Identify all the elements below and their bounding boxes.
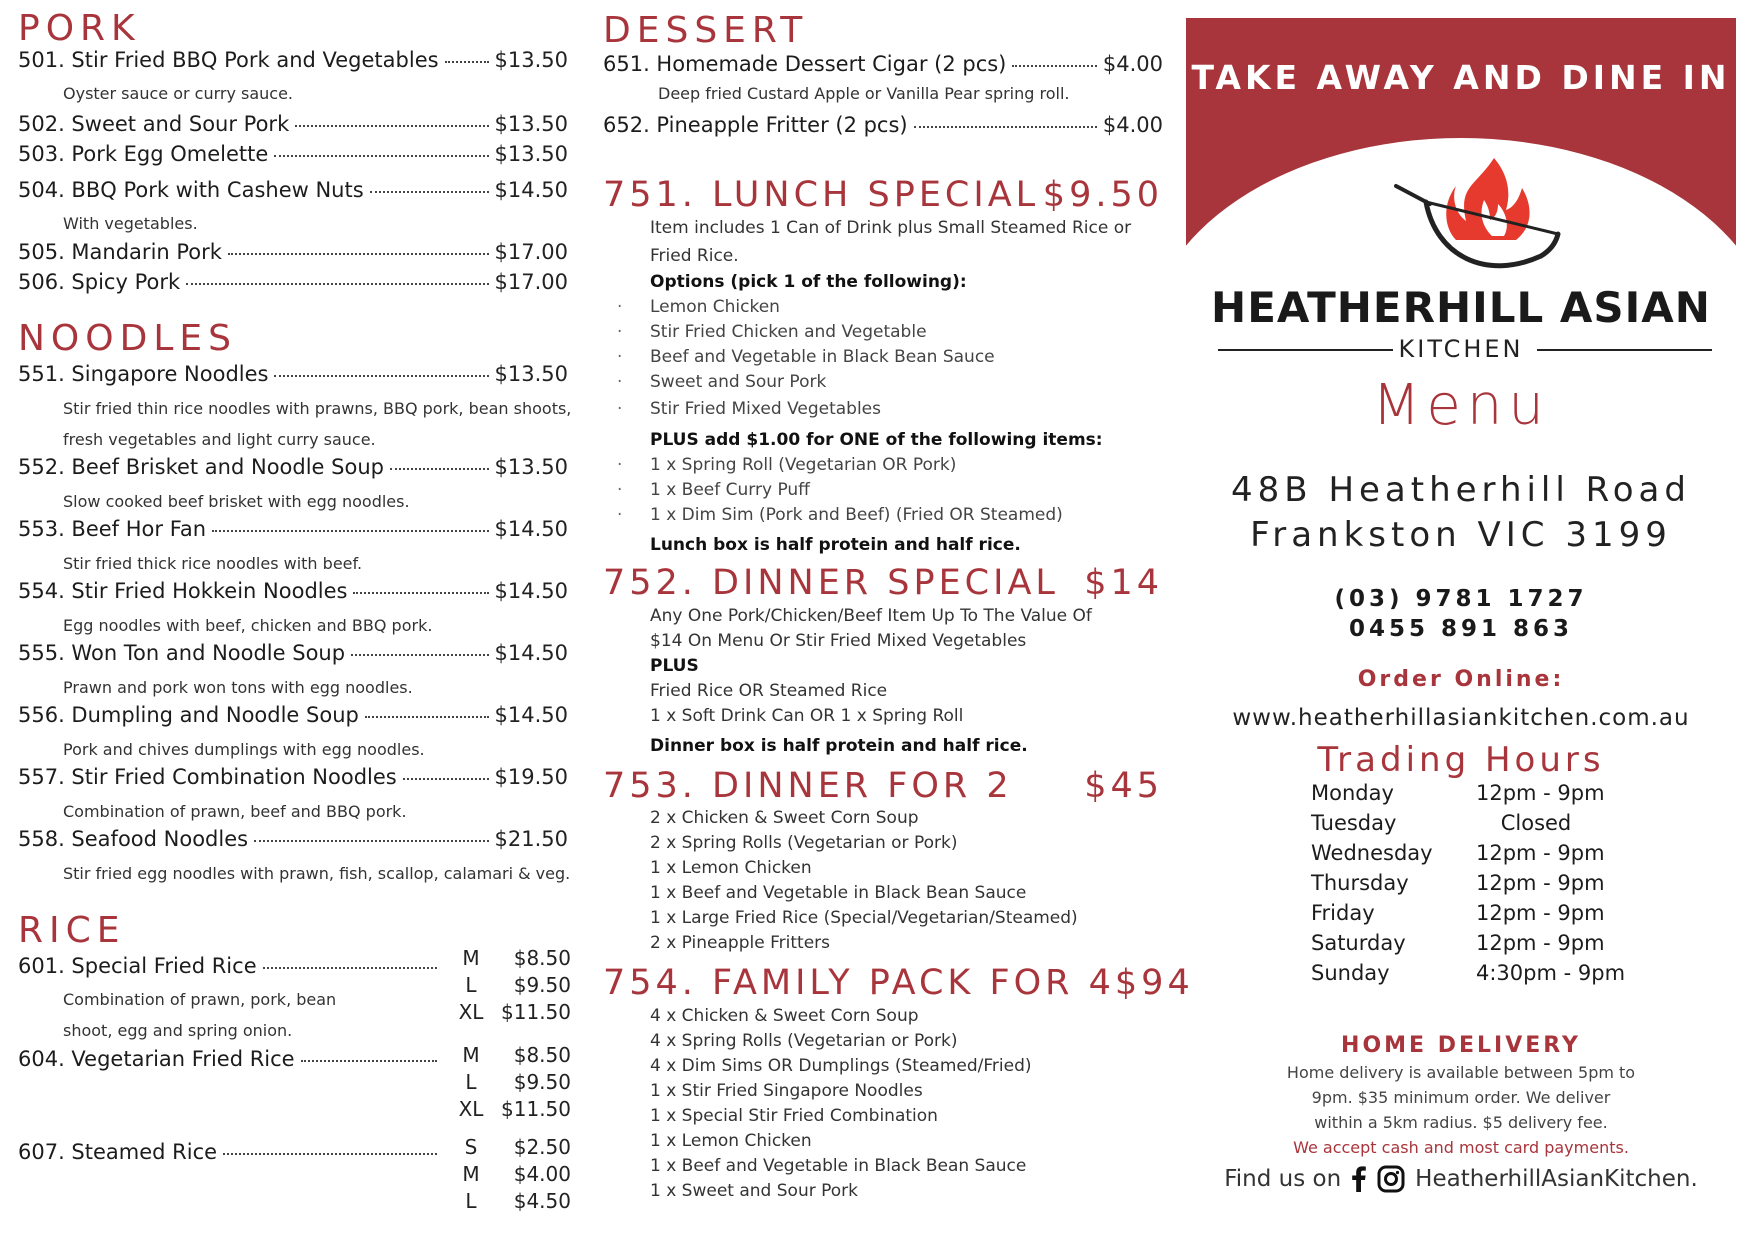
leader-dots [445,61,489,63]
list-item: · 1 x Dim Sim (Pork and Beef) (Fried OR Steamed) [617,505,1063,525]
social-handle[interactable]: HeatherhillAsianKitchen. [1415,1166,1698,1192]
leader-dots [301,1060,437,1062]
item-description: Prawn and pork won tons with egg noodles. [63,678,413,697]
item-description: Slow cooked beef brisket with egg noodles. [63,492,410,511]
menu-item: 556. Dumpling and Noodle Soup $14.50 [18,703,568,727]
special-text: Any One Pork/Chicken/Beef Item Up To The Value Of [650,606,1092,626]
phone-2: 0455 891 863 [1348,616,1574,642]
instagram-icon[interactable] [1377,1165,1405,1193]
item-description: Oyster sauce or curry sauce. [63,84,294,103]
leader-dots [403,778,489,780]
leader-dots [274,375,488,377]
leader-dots [1012,65,1096,67]
list-item: 4 x Dim Sims OR Dumplings (Steamed/Fried) [650,1056,1032,1076]
section-title-noodles: NOODLES [18,318,237,359]
item-description: fresh vegetables and light curry sauce. [63,430,376,449]
item-description: Combination of prawn, pork, bean [63,990,337,1009]
header-banner [1186,18,1736,308]
list-item: · Sweet and Sour Pork [617,372,827,392]
special-heading: 753. DINNER FOR 2 $45 [603,766,1163,806]
brand-name: HEATHERHILL ASIAN [1211,283,1711,332]
item-description: Combination of prawn, beef and BBQ pork. [63,802,407,821]
special-note: Lunch box is half protein and half rice. [650,535,1021,555]
facebook-icon[interactable] [1351,1166,1367,1192]
social-row [1186,1165,1736,1193]
item-description: Egg noodles with beef, chicken and BBQ pork. [63,616,433,635]
menu-column-2 [603,0,1194,1240]
list-item: 2 x Pineapple Fritters [650,933,830,953]
list-item: 2 x Spring Rolls (Vegetarian or Pork) [650,833,958,853]
menu-item: 502. Sweet and Sour Pork $13.50 [18,112,568,136]
section-title-pork: PORK [18,8,141,49]
list-item: · Stir Fried Chicken and Vegetable [617,322,927,342]
menu-item: 506. Spicy Pork $17.00 [18,270,568,294]
menu-item: 505. Mandarin Pork $17.00 [18,240,568,264]
find-us-label: Find us on [1224,1166,1342,1192]
menu-item: 555. Won Ton and Noodle Soup $14.50 [18,641,568,665]
list-item: 1 x Special Stir Fried Combination [650,1106,938,1126]
menu-item: 607. Steamed Rice [18,1140,443,1164]
special-text: Fried Rice. [650,246,739,266]
special-heading: 754. FAMILY PACK FOR 4 $94 [603,963,1194,1003]
delivery-text: within a 5km radius. $5 delivery fee. [1314,1113,1608,1132]
list-item: 1 x Beef and Vegetable in Black Bean Sauce [650,1156,1027,1176]
menu-item: 553. Beef Hor Fan $14.50 [18,517,568,541]
list-item: 4 x Spring Rolls (Vegetarian or Pork) [650,1031,958,1051]
list-item: 1 x Lemon Chicken [650,1131,812,1151]
special-text: 1 x Soft Drink Can OR 1 x Spring Roll [650,706,964,726]
menu-title: Menu [1372,373,1550,438]
leader-dots [365,716,489,718]
item-description: Stir fried thick rice noodles with beef. [63,554,363,573]
menu-item: 557. Stir Fried Combination Noodles $19.50 [18,765,568,789]
leader-dots [914,126,1097,128]
item-description: Stir fried egg noodles with prawn, fish, scallop, calamari & veg. [63,864,571,883]
list-item: 2 x Chicken & Sweet Corn Soup [650,808,919,828]
special-text: Fried Rice OR Steamed Rice [650,681,888,701]
brand-subtitle: KITCHEN [1398,335,1524,363]
menu-item: 651. Homemade Dessert Cigar (2 pcs) $4.00 [603,52,1163,76]
menu-column-1: PORK 501. Stir Fried BBQ Pork and Vegetables $13.50 Oyster sauce or curry sauce. 502. Sweet and Sour Pork $13.50 503. Pork Egg Omelette $13.50 504. BBQ Pork with Cashew Nuts $14.50 With vegetables. 505. Mandarin Pork $17.00 506. Spicy Pork $17.00 NOODLES 551. Singapore Noodles $13.50 Stir fried thin rice noodles with prawns, BBQ pork, bean shoots, fresh vegetables and light curry sauce. 552. Beef Brisket and Noodle Soup $13.50 Slow cooked beef brisket with egg noodles. 553. Beef Hor Fan $14.50 Stir fried thick rice noodles with beef. 554. Stir Fried Hokkein Noodles $14.50 Egg noodles with beef, chicken and BBQ pork. 555. Won Ton and Noodle Soup $14.50 Prawn and pork won tons with egg noodles. 556. Dumpling and Noodle Soup $14.50 Pork and chives dumplings with egg noodles. 557. Stir Fried Combination Noodles $19.50 Combination of prawn, beef and BBQ pork. 558. Seafood Noodles $21.50 Stir fried egg noodles with prawn, fish, scallop, calamari & veg. RICE 601. Special Fried Rice Combination of prawn, pork, bean shoot, egg and spring onion. M $8.50 L $9.50 XL $11.50 604. Vegetarian Fried Rice M $8.50 L $9.50 XL $11.50 607. Steamed Rice S $2.50 M $4.00 L $4.50 [18,8,572,1213]
list-item: · Beef and Vegetable in Black Bean Sauce [617,347,995,367]
list-item: 1 x Beef and Vegetable in Black Bean Sauce [650,883,1027,903]
leader-dots [370,191,489,193]
section-title-dessert: DESSERT [603,10,809,51]
list-item: 1 x Lemon Chicken [650,858,812,878]
special-plus-label: PLUS add $1.00 for ONE of the following items: [650,430,1103,450]
list-item: 1 x Large Fried Rice (Special/Vegetarian/Steamed) [650,908,1078,928]
section-title-rice: RICE [18,910,126,951]
leader-dots [274,155,488,157]
menu-item: 604. Vegetarian Fried Rice [18,1047,443,1071]
menu-item: 558. Seafood Noodles $21.50 [18,827,568,851]
menu-item: 652. Pineapple Fritter (2 pcs) $4.00 [603,113,1163,137]
leader-dots [351,654,488,656]
menu-item: 554. Stir Fried Hokkein Noodles $14.50 [18,579,568,603]
special-heading: 751. LUNCH SPECIAL $9.50 [603,175,1163,215]
delivery-text: 9pm. $35 minimum order. We deliver [1311,1088,1611,1107]
menu-item: 551. Singapore Noodles $13.50 [18,362,568,386]
list-item: · Stir Fried Mixed Vegetables [617,399,881,419]
leader-dots [295,125,488,127]
leader-dots [353,592,488,594]
item-description: shoot, egg and spring onion. [63,1021,293,1040]
payments-text: We accept cash and most card payments. [1293,1138,1629,1157]
delivery-text: Home delivery is available between 5pm to [1286,1063,1636,1082]
list-item: 1 x Stir Fried Singapore Noodles [650,1081,923,1101]
special-text: Item includes 1 Can of Drink plus Small Steamed Rice or [650,218,1132,238]
leader-dots [263,967,437,969]
leader-dots [254,840,488,842]
menu-item: 552. Beef Brisket and Noodle Soup $13.50 [18,455,568,479]
banner-title: TAKE AWAY AND DINE IN [1191,58,1731,97]
leader-dots [186,283,488,285]
address-line-2: Frankston VIC 3199 [1250,515,1672,555]
menu-item: 601. Special Fried Rice [18,954,443,978]
special-plus-label: PLUS [650,656,699,676]
delivery-title: HOME DELIVERY [1341,1033,1581,1058]
list-item: 1 x Sweet and Sour Pork [650,1181,858,1201]
item-description: With vegetables. [63,214,198,233]
item-description: Stir fried thin rice noodles with prawns, BBQ pork, bean shoots, [63,399,572,418]
leader-dots [228,253,489,255]
list-item: · 1 x Spring Roll (Vegetarian OR Pork) [617,455,957,475]
order-online-label: Order Online: [1357,667,1565,692]
address-line-1: 48B Heatherhill Road [1231,470,1691,510]
leader-dots [223,1153,437,1155]
special-note: Dinner box is half protein and half rice. [650,736,1028,756]
website-link[interactable]: www.heatherhillasiankitchen.com.au [1232,705,1690,731]
item-description: Pork and chives dumplings with egg noodles. [63,740,425,759]
menu-item: 503. Pork Egg Omelette $13.50 [18,142,568,166]
trading-hours-title: Trading Hours [1317,740,1605,780]
item-description: Deep fried Custard Apple or Vanilla Pear spring roll. [658,84,1070,103]
special-options-label: Options (pick 1 of the following): [650,272,967,292]
menu-item: 504. BBQ Pork with Cashew Nuts $14.50 [18,178,568,202]
special-heading: 752. DINNER SPECIAL $14 [603,563,1163,603]
leader-dots [212,530,488,532]
wok-logo-icon [1366,146,1566,301]
info-column: TAKE AWAY AND DINE IN HEATHERHILL ASIAN KITCHEN Menu 48B Heatherhill Road Frankston VIC 3199 (03) 9781 1727 0455 891 863 Order Online: www.heatherhillasiankitchen.com.au Trading Hours Monday 12pm - 9pm Tuesday Closed Wednesday 12pm - 9pm Thursday 12pm - 9pm Friday 12pm - 9pm Saturday 12pm - 9pm Sunday 4:30pm - 9pm HOME DELIVERY Home delivery is available between 5pm to 9pm. $35 minimum order. We deliver within a 5km radius. $5 delivery fee. We accept cash and most card payments. Find us on HeatherhillAsianKitchen. [1186,0,1736,1240]
list-item: · 1 x Beef Curry Puff [617,480,810,500]
leader-dots [390,468,489,470]
menu-item: 501. Stir Fried BBQ Pork and Vegetables $13.50 [18,48,568,72]
list-item: · Lemon Chicken [617,297,780,317]
special-text: $14 On Menu Or Stir Fried Mixed Vegetables [650,631,1027,651]
list-item: 4 x Chicken & Sweet Corn Soup [650,1006,919,1026]
phone-1: (03) 9781 1727 [1334,586,1588,612]
